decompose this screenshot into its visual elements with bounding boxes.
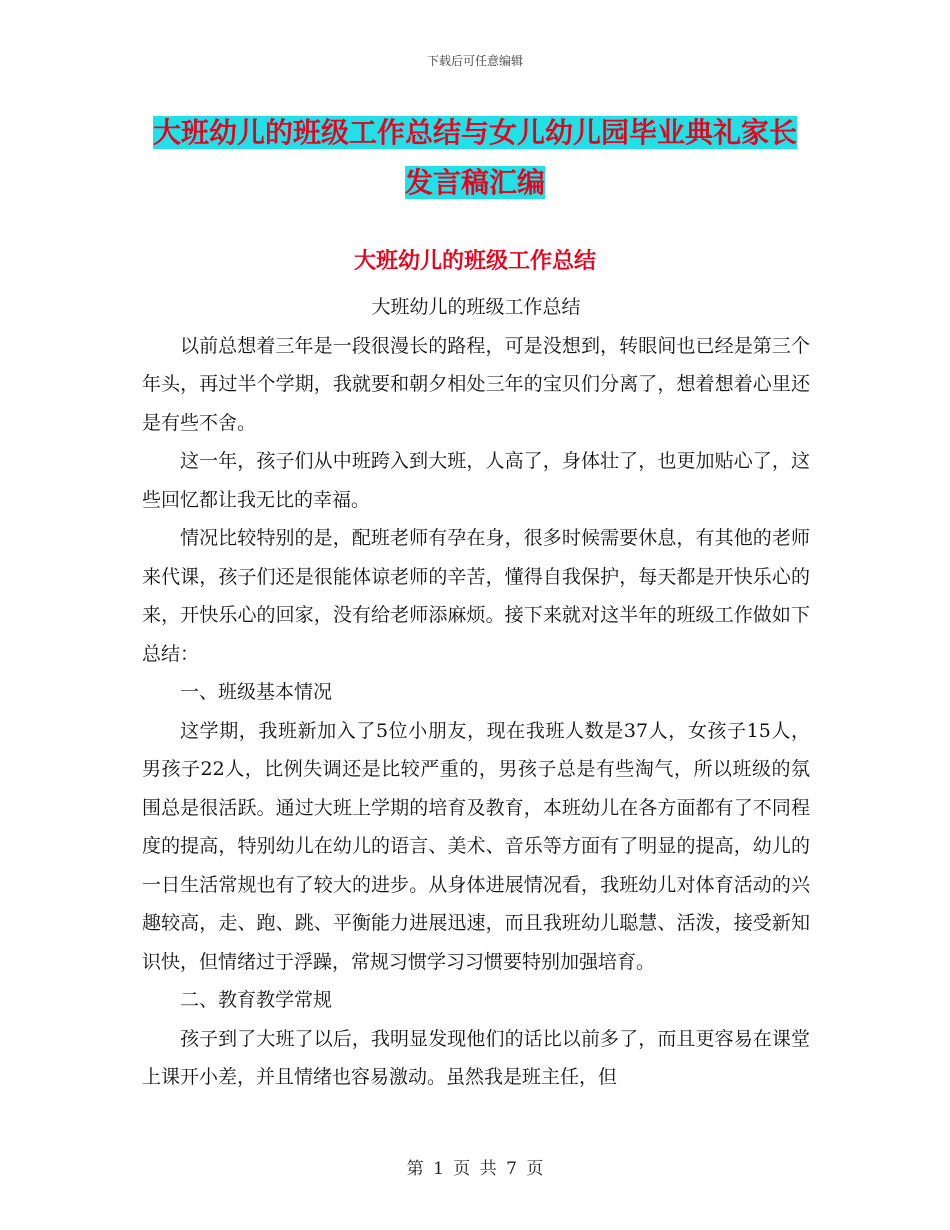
document-title <box>140 108 810 208</box>
heading-teaching-routine: 二、教育教学常规 <box>180 989 333 1011</box>
heading-class-basic-info: 一、班级基本情况 <box>180 681 333 703</box>
header-note: 下载后可任意编辑 <box>426 54 523 68</box>
paragraph: 这一年，孩子们从中班跨入到大班，人高了，身体壮了，也更加贴心了，这些回忆都让我无比的幸福。 <box>142 450 810 511</box>
document-subtitle: 大班幼儿的班级工作总结 <box>371 296 581 318</box>
page-number: 第 1 页 共 7 页 <box>406 1159 544 1179</box>
document-title-line-2: 发言稿汇编 <box>404 166 545 199</box>
paragraph: 情况比较特别的是，配班老师有孕在身，很多时候需要休息，有其他的老师来代课，孩子们还是很能体谅老师的辛苦，懂得自我保护，每天都是开快乐心的来，开快乐心的回家，没有给老师添麻烦。接下来就对这半年的班级工作做如下总结： <box>142 527 810 665</box>
section-title: 大班幼儿的班级工作总结 <box>353 249 596 274</box>
paragraph: 以前总想着三年是一段很漫长的路程，可是没想到，转眼间也已经是第三个年头，再过半个学期，我就要和朝夕相处三年的宝贝们分离了，想着想着心里还是有些不舍。 <box>142 334 810 434</box>
document-body <box>142 288 810 1097</box>
paragraph: 这学期，我班新加入了5位小朋友，现在我班人数是37人，女孩子15人，男孩子22人，比例失调还是比较严重的，男孩子总是有些淘气，所以班级的氛围总是很活跃。通过大班上学期的培育及教育，本班幼儿在各方面都有了不同程度的提高，特别幼儿在幼儿的语言、美术、音乐等方面有了明显的提高，幼儿的一日生活常规也有了较大的进步。从身体进展情况看，我班幼儿对体育活动的兴趣较高，走、跑、跳、平衡能力进展迅速，而且我班幼儿聪慧、活泼，接受新知识快，但情绪过于浮躁，常规习惯学习习惯要特别加强培育。 <box>142 719 810 973</box>
document-title-line-1: 大班幼儿的班级工作总结与女儿幼儿园毕业典礼家长 <box>152 116 797 149</box>
paragraph: 孩子到了大班了以后，我明显发现他们的话比以前多了，而且更容易在课堂上课开小差，并且情绪也容易激动。虽然我是班主任，但 <box>142 1027 810 1088</box>
